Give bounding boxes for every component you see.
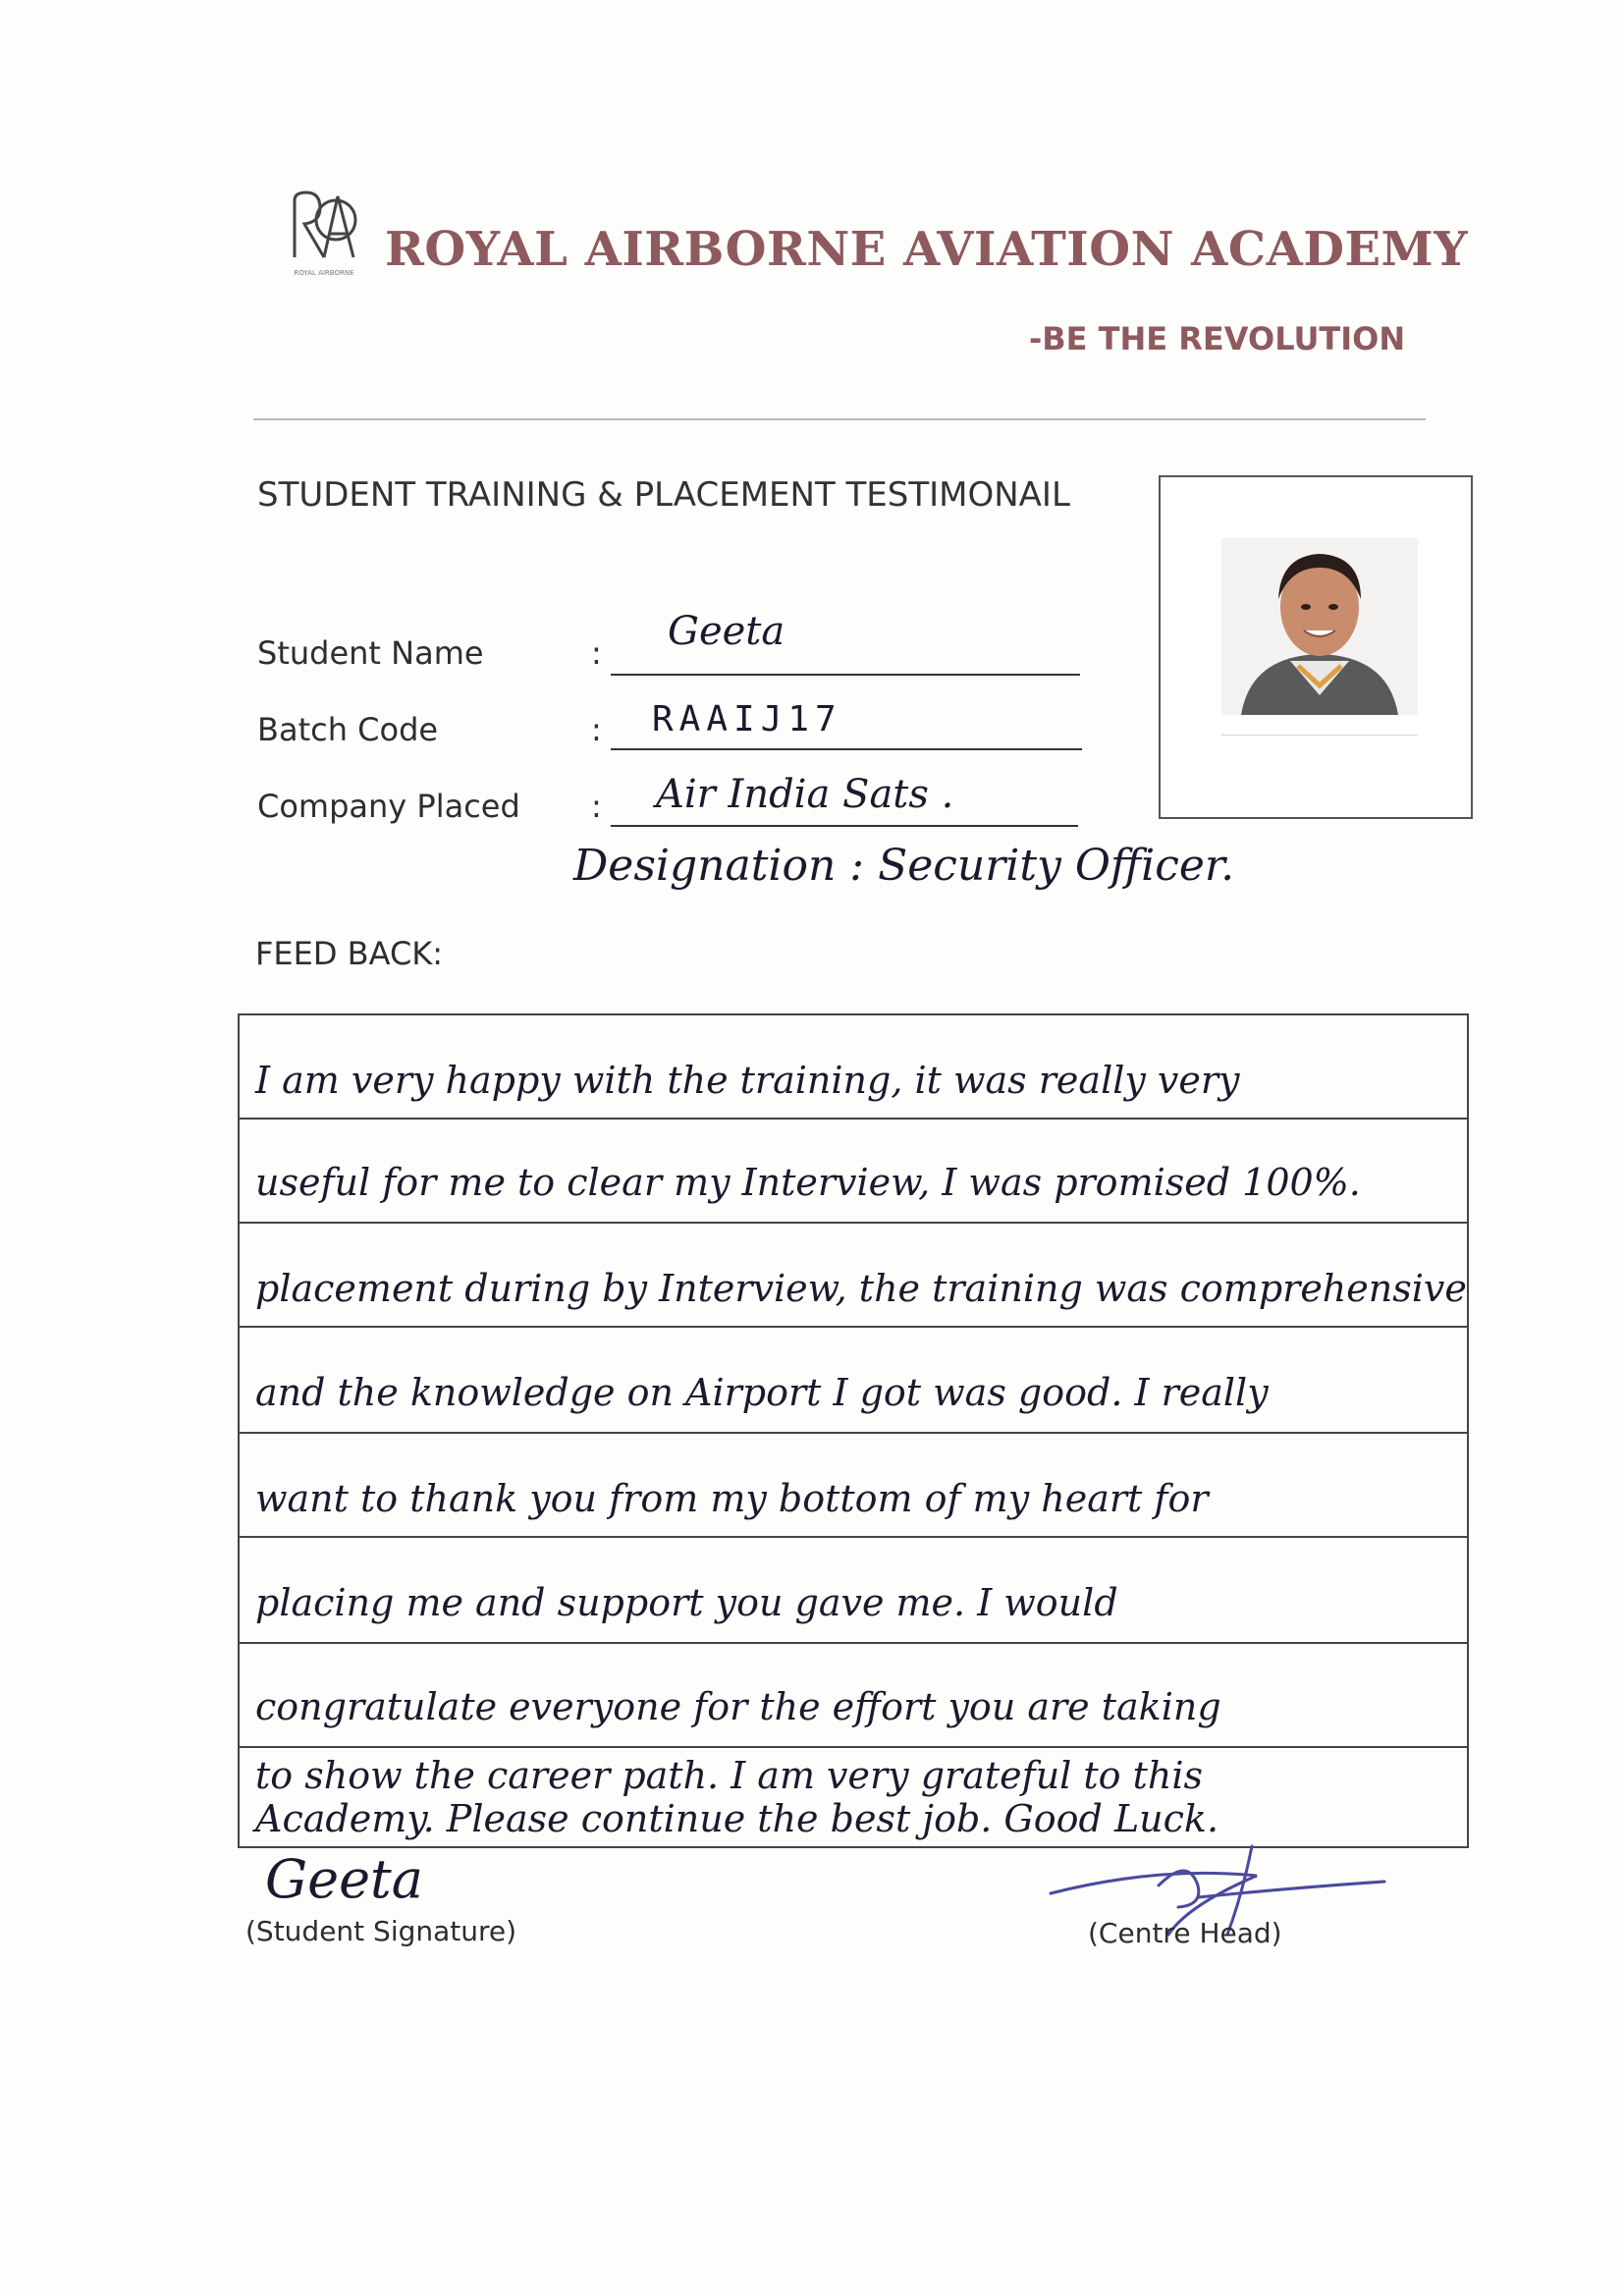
batch-code-line [611,748,1082,750]
feedback-rule [240,1432,1467,1434]
student-name-value: Geeta [668,609,785,654]
feedback-line: Academy. Please continue the best job. Good Luck. [255,1797,1219,1840]
form-title: STUDENT TRAINING & PLACEMENT TESTIMONAIL [257,475,1070,515]
logo-caption-icon: ROYAL AIRBORNE [294,269,354,277]
student-name-label: Student Name [257,634,484,672]
student-photo [1221,538,1418,715]
feedback-line: congratulate everyone for the effort you are taking [255,1685,1221,1728]
designation-note: Designation : Security Officer. [573,841,1235,891]
feedback-rule [240,1642,1467,1644]
student-signature-label: (Student Signature) [245,1915,517,1947]
feedback-label: FEED BACK: [255,935,444,972]
feedback-line: and the knowledge on Airport I got was good. I really [255,1371,1269,1414]
student-name-colon: : [591,634,602,672]
student-name-line [611,674,1080,676]
feedback-line: placing me and support you gave me. I would [255,1581,1118,1624]
feedback-line: useful for me to clear my Interview, I was promised 100%. [255,1161,1361,1204]
feedback-line: I am very happy with the training, it was really very [255,1059,1240,1102]
feedback-rule [240,1746,1467,1748]
company-placed-line [611,825,1078,827]
photo-edge [1221,735,1418,736]
company-placed-label: Company Placed [257,788,520,825]
academy-title: ROYAL AIRBORNE AVIATION ACADEMY [385,222,1468,277]
feedback-rule [240,1536,1467,1538]
batch-code-colon: : [591,711,602,748]
feedback-rule [240,1222,1467,1224]
feedback-box [238,1013,1469,1848]
student-photo-frame [1159,475,1473,819]
feedback-rule [240,1118,1467,1120]
feedback-line: placement during by Interview, the training was comprehensive [255,1267,1467,1310]
header-divider [253,418,1426,420]
batch-code-label: Batch Code [257,711,439,748]
academy-tagline: -BE THE REVOLUTION [1029,320,1406,357]
company-placed-colon: : [591,788,602,825]
batch-code-value: RAAIJ17 [652,699,842,739]
feedback-rule [240,1326,1467,1328]
company-placed-value: Air India Sats . [656,772,954,817]
feedback-line: to show the career path. I am very grateful to this [255,1754,1204,1797]
student-signature: Geeta [265,1848,423,1910]
academy-logo [285,189,363,281]
feedback-line: want to thank you from my bottom of my heart for [255,1477,1209,1520]
centre-head-label: (Centre Head) [1088,1917,1282,1949]
